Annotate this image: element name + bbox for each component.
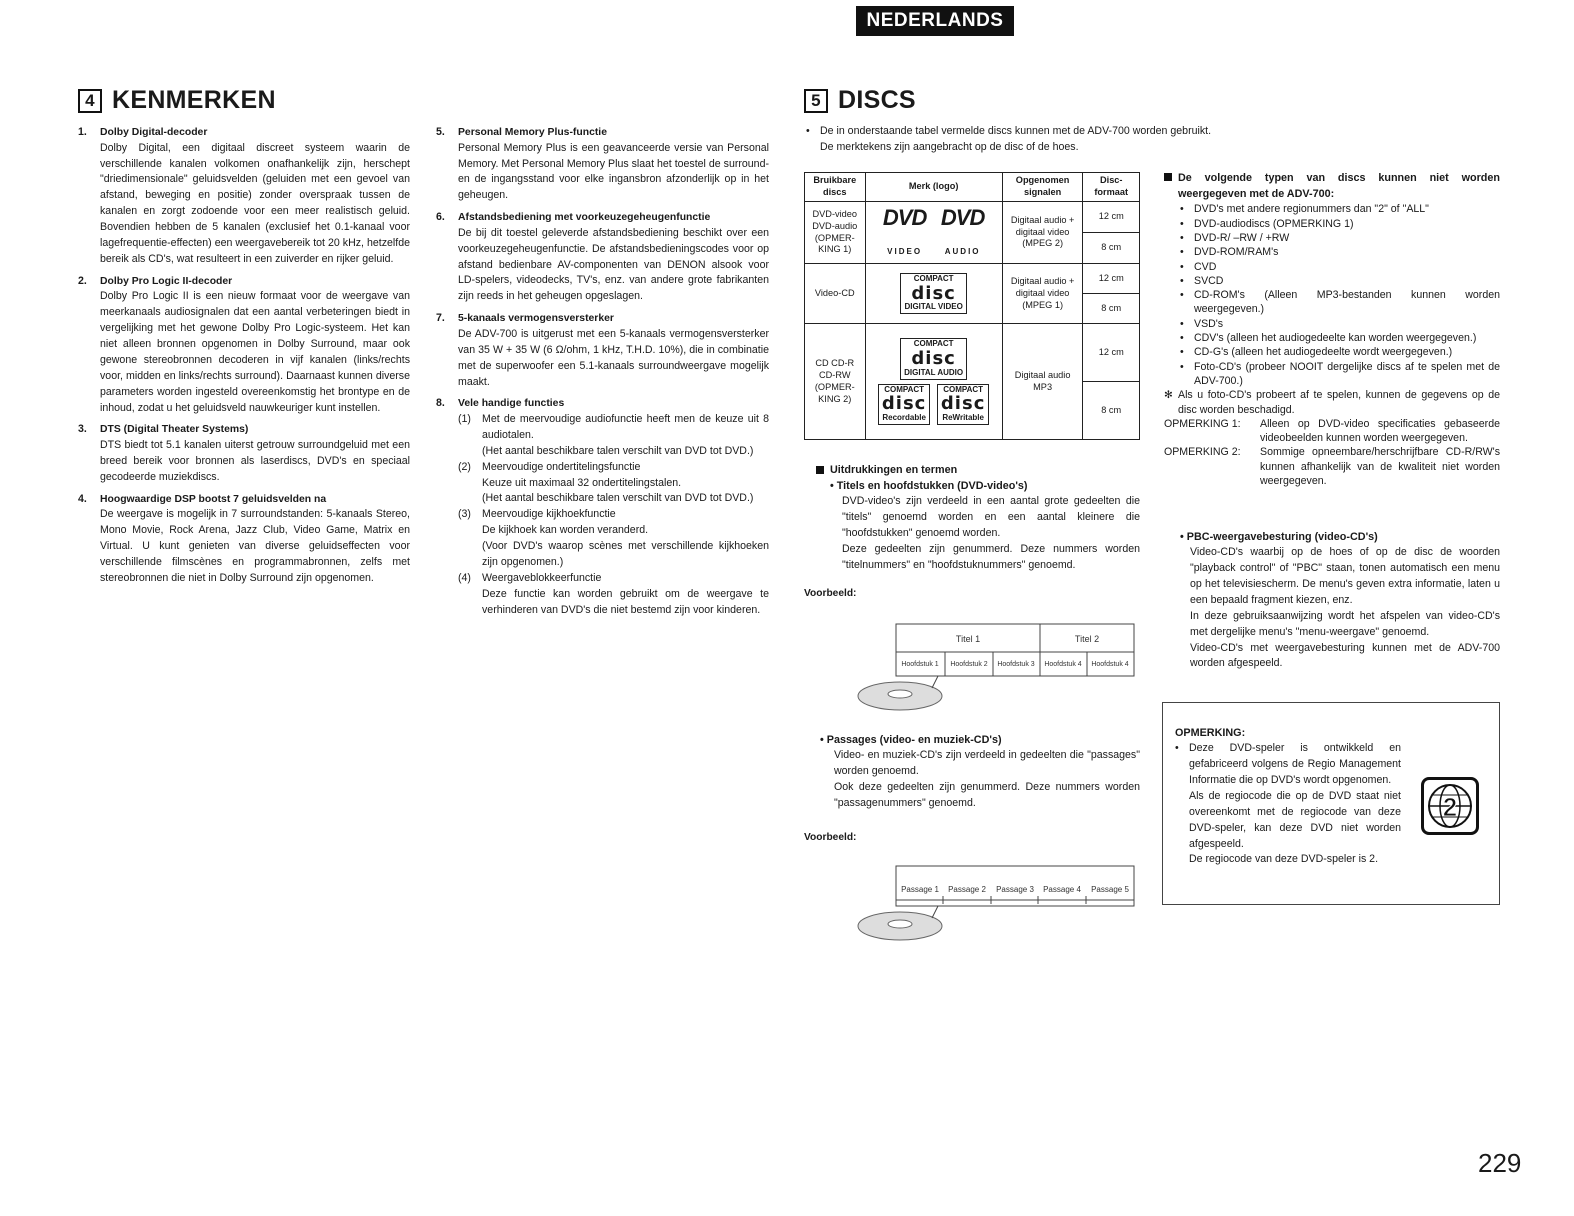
list-item: CDV's (alleen het audiogedeelte kan worden weergegeven.) (1194, 332, 1477, 345)
table-cell: Digitaal audio + digitaal video (MPEG 2) (1002, 201, 1083, 263)
item-text: De ADV-700 is uitgerust met een 5-kanaals vermogensversterker van 35 W + 35 W (6 Ω/ohm, 1 kHz, T.H.D. 10%), die in combinatie met de superwoofer een 5.1-kanaals surroundweergave mogelijk maakt. (458, 327, 769, 388)
compact-disc-audio-logo (900, 338, 967, 379)
logo-text: COMPACT (884, 384, 925, 394)
logo-text: disc (911, 282, 956, 304)
section-number: 4 (78, 89, 102, 113)
sub-number: (4) (458, 571, 471, 584)
passages-diagram (850, 860, 1140, 946)
item-number: 5. (436, 126, 445, 138)
compact-disc-recordable-logo (878, 384, 930, 425)
note-label: OPMERKING 1: (1164, 417, 1241, 430)
note-text: Sommige opneembare/herschrijfbare CD-R/RW's kunnen afhankelijk van de kwaliteit niet worden weergegeven. (1260, 446, 1500, 488)
disc-hole-icon (888, 920, 912, 928)
table-cell: Digitaal audio MP3 (1002, 324, 1083, 440)
pbc-section: • PBC-weergavebesturing (video-CD's) Video-CD's waarbij op de hoes of op de disc de woorden "playback control" of "PBC" staan, tonen automatisch een menu op het televisiescherm. De menu's geven extra informatie, laten u een bepaald fragment kiezen, enz. In deze gebruiksaanwijzing wordt het afspelen van video-CD's met dergelijke menu's "menu-weergave" genoemd. Video-CD's met weergavebesturing kunnen met de ADV-700 worden afgespeeld. (1180, 529, 1500, 672)
compact-disc-rewritable-logo (937, 384, 989, 425)
video-cd-logo-cell (865, 264, 1002, 324)
table-cell: DVD-video DVD-audio (OPMER-KING 1) (805, 201, 866, 263)
table-cell: Digitaal audio + digitaal video (MPEG 1) (1002, 264, 1083, 324)
feature-item (78, 422, 410, 485)
pbc-text: Video-CD's waarbij op de hoes of op de disc de woorden "playback control" of "PBC" staan, tonen automatisch een menu op het televisiescherm. De menu's geven extra informatie, laten u een bepaald fragment kiezen, enz. (1190, 546, 1500, 606)
item-number: 7. (436, 312, 445, 325)
page-number: 229 (1478, 1148, 1522, 1178)
list-item: Foto-CD's (probeer NOOIT dergelijke discs af te spelen met de ADV-700.) (1194, 360, 1500, 387)
logo-subtext: AUDIO (944, 246, 981, 256)
section-title: DISCS (838, 86, 916, 114)
example-label: Voorbeeld: (804, 588, 857, 599)
table-cell: 12 cm (1083, 264, 1140, 294)
pointer-line (932, 906, 938, 918)
passage-label: Passage 3 (996, 885, 1034, 894)
feature-item (436, 311, 769, 390)
feature-item (436, 125, 769, 204)
table-header: Disc-formaat (1083, 173, 1140, 202)
opmerking-text: Als de regiocode die op de DVD staat niet overeenkomt met de regiocode van deze DVD-speler, kan deze DVD niet worden afgespeeld. (1189, 789, 1401, 850)
opmerking-text: Deze DVD-speler is ontwikkeld en gefabriceerd volgens de Regio Management Informatie die op DVD's wordt opgenomen. (1189, 742, 1401, 786)
sub-text: Deze functie kan worden gebruikt om de weergave te verhinderen van DVD's die niet bestemd zijn voor kinderen. (482, 587, 769, 616)
item-number: 3. (78, 423, 87, 436)
sub-note: (Het aantal beschikbare talen verschilt van DVD tot DVD.) (482, 492, 754, 505)
logo-text: ReWritable (942, 413, 984, 423)
item-text: De bij dit toestel geleverde afstandsbediening beschikt over een voorkeuzegeheugenfunctie. De afstandsbedieningscodes voor op afstand bedienbare AV-componenten van DENON alsook voor LD-spelers, videodecks, TV's, enz. van andere grote fabrikanten zijn reeds in het geheugen opgeslagen. (458, 226, 769, 303)
list-item: CD-G's (alleen het audiogedeelte wordt weergegeven.) (1194, 346, 1453, 359)
item-title: Dolby Pro Logic II-decoder (100, 275, 233, 287)
item-title: 5-kanaals vermogensversterker (458, 313, 614, 325)
item-number: 4. (78, 492, 87, 505)
passage-label: Passage 1 (901, 885, 939, 894)
warning-note: Als u foto-CD's probeert af te spelen, kunnen de gegevens op de disc worden beschadigd. (1178, 389, 1500, 416)
note-label: OPMERKING 2: (1164, 446, 1241, 459)
sub-note: (Voor DVD's waarop scènes met verschillende kijkhoeken zijn opgenomen.) (482, 540, 769, 569)
item-number: 2. (78, 274, 87, 287)
chapter-label: Hoofdstuk 3 (997, 661, 1035, 668)
logo-text: disc (911, 348, 956, 369)
list-item: DVD-R/ –RW / +RW (1194, 231, 1290, 244)
not-playable-section (1164, 170, 1500, 488)
passages-heading: Passages (video- en muziek-CD's) (826, 734, 1002, 746)
item-text: Personal Memory Plus is een geavanceerde versie van Personal Memory. Met Personal Memory Plus slaat het toestel de surround- en de ingangsstand voor elke ingansbron afzonderlijk op in het geheugen. (458, 141, 769, 202)
language-tab: NEDERLANDS (856, 6, 1014, 36)
region-code: 2 (1442, 792, 1458, 822)
item-title: DTS (Digital Theater Systems) (100, 424, 249, 436)
sub-text: Met de meervoudige audiofunctie heeft men de keuze uit 8 audiotalen. (482, 413, 769, 441)
logo-text: Recordable (882, 413, 926, 423)
discs-heading (804, 82, 916, 120)
table-cell: 8 cm (1083, 294, 1140, 324)
table-cell: Video-CD (805, 264, 866, 324)
table-cell: CD CD-R CD-RW (OPMER-KING 2) (805, 324, 866, 440)
titles-text: Deze gedeelten zijn genummerd. Deze nummers worden "titelnummers" en "hoofdstuknummers" genoemd. (842, 543, 1140, 571)
opmerking-title: OPMERKING: (1175, 727, 1246, 739)
item-number: 8. (436, 397, 445, 410)
dvd-audio-logo (941, 204, 984, 261)
feature-item (78, 274, 410, 417)
passages-section: • Passages (video- en muziek-CD's) Video- en muziek-CD's zijn verdeeld in gedeelten die "passages" worden genoemd. Ook deze gedeelten zijn genummerd. Deze nummers worden "passagenummers" genoemd. (816, 732, 1140, 812)
logo-text: COMPACT (943, 384, 984, 394)
table-header: Bruikbare discs (805, 173, 866, 202)
disc-hole-icon (888, 690, 912, 698)
passages-text: Video- en muziek-CD's zijn verdeeld in gedeelten die "passages" worden genoemd. (834, 749, 1140, 778)
title-label: Titel 1 (955, 634, 981, 644)
not-playable-title: De volgende typen van discs kunnen niet worden weergegeven met de ADV-700: (1178, 172, 1500, 201)
feature-item (436, 396, 769, 618)
sub-note: (Het aantal beschikbare talen verschilt van DVD tot DVD.) (482, 444, 754, 457)
passage-label: Passage 4 (1043, 885, 1081, 894)
list-item: DVD-ROM/RAM's (1194, 246, 1279, 259)
terms-title: Uitdrukkingen en termen (830, 464, 958, 476)
note-text: Alleen op DVD-video specificaties gebaseerde videobeelden kunnen worden weergegeven. (1260, 417, 1500, 445)
pbc-text: In deze gebruiksaanwijzing wordt het afspelen van video-CD's met dergelijke menu's "menu-weergave" genoemd. (1190, 609, 1500, 638)
section-number: 5 (804, 89, 828, 113)
sub-item (458, 571, 769, 619)
chapter-label: Hoofdstuk 2 (950, 661, 988, 668)
opmerking-text: De regiocode van deze DVD-speler is 2. (1189, 853, 1379, 866)
table-cell: 12 cm (1083, 201, 1140, 232)
feature-item (436, 210, 769, 305)
sub-text: De kijkhoek kan worden veranderd. (482, 524, 649, 537)
kenmerken-column-2 (436, 125, 769, 625)
feature-item (78, 492, 410, 587)
kenmerken-heading (78, 82, 276, 120)
passages-text: Ook deze gedeelten zijn genummerd. Deze nummers worden "passagenummers" genoemd. (834, 780, 1140, 809)
bullet: • (806, 125, 810, 137)
dvd-logos (865, 201, 1002, 263)
logo-subtext: VIDEO (887, 246, 923, 256)
pointer-line (932, 676, 938, 688)
list-item: DVD-audiodiscs (OPMERKING 1) (1194, 217, 1354, 230)
table-header: Merk (logo) (865, 173, 1002, 202)
sub-text: Keuze uit maximaal 32 ondertitelingstalen. (482, 476, 682, 489)
intro-line: De in onderstaande tabel vermelde discs kunnen met de ADV-700 worden gebruikt. (820, 125, 1212, 137)
table-row (805, 264, 1140, 294)
passage-label: Passage 5 (1091, 885, 1129, 894)
passage-label: Passage 2 (948, 885, 986, 894)
section-title: KENMERKEN (112, 86, 276, 114)
table-row (805, 324, 1140, 382)
chapter-label: Hoofdstuk 4 (1044, 661, 1082, 668)
cd-logo-cell (865, 324, 1002, 440)
feature-item (78, 125, 410, 268)
logo-text: DIGITAL AUDIO (904, 367, 964, 377)
table-header: Opgenomen signalen (1002, 173, 1083, 202)
sub-number: (3) (458, 508, 471, 521)
logo-text: DVD (940, 204, 985, 230)
sub-text: Weergaveblokkeerfunctie (482, 571, 602, 584)
table-cell: 8 cm (1083, 382, 1140, 440)
list-item: DVD's met andere regionummers dan "2" of "ALL" (1194, 203, 1429, 216)
logo-text: DIGITAL VIDEO (904, 302, 963, 312)
kenmerken-column-1 (78, 125, 410, 593)
sub-number: (2) (458, 460, 471, 473)
sub-item (458, 460, 769, 508)
region-globe-icon (1421, 777, 1479, 835)
item-title: Personal Memory Plus-functie (458, 127, 607, 138)
item-number: 6. (436, 211, 445, 224)
logo-text: disc (940, 393, 986, 415)
not-playable-list: • DVD's met andere regionummers dan "2" of "ALL" • DVD-audiodiscs (OPMERKING 1) • DVD-R/ –RW / +RW • DVD-ROM/RAM's • CVD • SVCD • CD-ROM's (Alleen MP3-bestanden kunnen worden weergegeven.) • VSD's • CDV's (alleen het audiogedeelte kan worden weergegeven.) • CD-G's (alleen het audiogedeelte wordt weergegeven.) • Foto-CD's (probeer NOOIT dergelijke discs af te spelen met de ADV-700.) (1180, 203, 1500, 387)
intro-line: De merktekens zijn aangebracht op de disc of de hoes. (820, 140, 1079, 153)
opmerking-box: OPMERKING: • Deze DVD-speler is ontwikkeld en gefabriceerd volgens de Regio Management Informatie die op DVD's wordt opgenomen. Als de regiocode die op de DVD staat niet overeenkomt met de regiocode van deze DVD-speler, kan deze DVD niet worden afgespeeld. De regiocode van deze DVD-speler is 2. 2 (1162, 702, 1500, 905)
list-item: CVD (1194, 260, 1217, 273)
square-bullet-icon (816, 466, 824, 474)
title-label: Titel 2 (1074, 634, 1100, 644)
titles-heading: Titels en hoofdstukken (DVD-video's) (836, 480, 1028, 493)
item-text: De weergave is mogelijk in 7 surroundstanden: 5-kanaals Stereo, Mono Movie, Rock Arena, Jazz Club, Video Game, Matrix en Virtual. U kunt genieten van diverse geluidseffecten voor verschillende filmscènes en programmabronnen, zelfs met stereobronnen die niet in Dolby Surround zijn opgenomen. (100, 508, 410, 584)
note-1 (1164, 417, 1500, 446)
item-title: Vele handige functies (458, 398, 565, 410)
list-item: VSD's (1194, 317, 1224, 330)
terms-section: Uitdrukkingen en termen • Titels en hoofdstukken (DVD-video's) DVD-video's zijn verdeeld in een aantal grote gedeelten die "titels" genoemd worden en een aantal kleinere die "hoofdstukken" genoemd worden. Deze gedeelten zijn genummerd. Deze nummers worden "titelnummers" en "hoofdstuknummers" genoemd. (816, 462, 1140, 574)
sub-item (458, 507, 769, 571)
item-text: Dolby Digital, een digitaal discreet systeem waarin de verschillende kanalen volkomen onafhankelijk zijn, herschept "driedimensionale" geluidsvelden (geluiden met een gevoel van afstand, beweging en positie) zonder overspraak tussen de kanalen en zorgt zodoende voor een meer realistisch geluid. Bovendien hebben de 5 kanalen (exclusief het 0.1-kanaal voor lagefrequentie-effecten) een weergavebereik tot 20 kHz, hetzelfde bereik als CD's, wat resulteert in een zuiverder en rijker geluid. (100, 141, 410, 265)
item-title: Dolby Digital-decoder (100, 127, 208, 138)
asterisk-icon: ✻ (1164, 389, 1173, 402)
sub-text: Meervoudige kijkhoekfunctie (482, 508, 616, 521)
discs-intro (806, 124, 1506, 156)
compact-disc-video-logo (900, 273, 966, 314)
pbc-heading: PBC-weergavebesturing (video-CD's) (1186, 531, 1378, 543)
dvd-video-logo (883, 204, 926, 261)
logo-text: disc (881, 393, 927, 415)
note-2 (1164, 445, 1500, 488)
sub-item (458, 412, 769, 460)
item-title: Hoogwaardige DSP bootst 7 geluidsvelden na (100, 493, 327, 505)
logo-text: COMPACT (913, 273, 954, 283)
example-label: Voorbeeld: (804, 832, 857, 843)
chapter-label: Hoofdstuk 1 (901, 661, 939, 668)
sub-text: Meervoudige ondertitelingsfunctie (482, 460, 641, 473)
item-text: DTS biedt tot 5.1 kanalen uiterst getrouw surroundgeluid met een breed bereik voor bronnen als laserdiscs, DVD's en speciaal gecodeerde muziekdiscs. (100, 439, 410, 483)
table-cell: 12 cm (1083, 324, 1140, 382)
table-cell: 8 cm (1083, 233, 1140, 264)
disc-table (804, 172, 1140, 440)
item-number: 1. (78, 126, 87, 138)
square-bullet-icon (1164, 173, 1172, 181)
titles-chapters-diagram (850, 618, 1140, 714)
list-item: CD-ROM's (Alleen MP3-bestanden kunnen worden weergegeven.) (1194, 289, 1500, 316)
chapter-label: Hoofdstuk 4 (1091, 661, 1129, 668)
table-header-row (805, 173, 1140, 202)
logo-text: COMPACT (913, 339, 954, 349)
item-text: Dolby Pro Logic II is een nieuw formaat voor de weergave van meerkanaals audiosignalen dat een aantal verbeteringen biedt in vergelijking met het gewone Dolby Pro Logic-systeem. Het kan niet alleen bronnen opgenomen in Dolby Surround, maar ook gewone stereobronnen decoderen in vijf kanalen (links/rechts voor, midden en links/rechts surround). Daarnaast kunnen diverse parameters worden ingesteld overeenkomstig het brontype en de inhoud, zodat u het geluidsveld nauwkeuriger kunt instellen. (100, 290, 410, 414)
pbc-text: Video-CD's met weergavebesturing kunnen met de ADV-700 worden afgespeeld. (1190, 641, 1500, 670)
logo-text: DVD (882, 204, 927, 230)
table-row (805, 201, 1140, 232)
titles-text: DVD-video's zijn verdeeld in een aantal grote gedeelten die "titels" genoemd worden en een aantal kleinere die "hoofdstukken" genoemd worden. (842, 495, 1140, 540)
sub-number: (1) (458, 413, 471, 426)
item-title: Afstandsbediening met voorkeuzegeheugenfunctie (458, 212, 711, 224)
list-item: SVCD (1194, 274, 1224, 287)
